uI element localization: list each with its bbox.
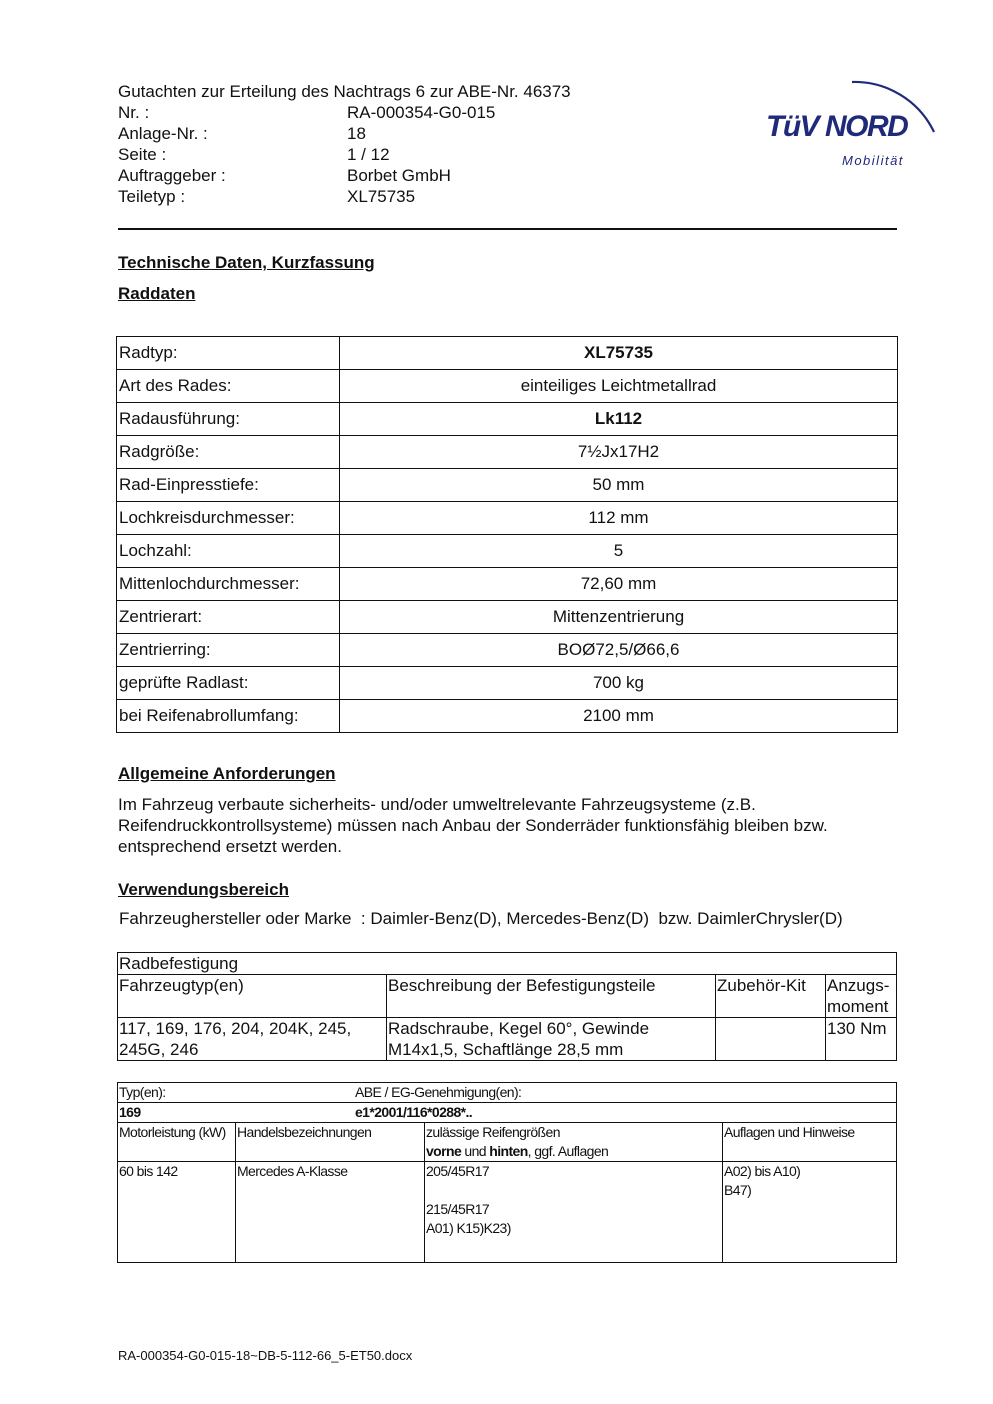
tires-header-and: und <box>461 1143 490 1159</box>
table-row <box>117 370 898 403</box>
types-header-notes: Auflagen und Hinweise <box>723 1123 897 1162</box>
fixing-cell <box>716 1018 826 1061</box>
section-heading-general: Allgemeine Anforderungen <box>118 764 336 783</box>
types-cell-tires <box>425 1162 723 1263</box>
section-heading-technical: Technische Daten, Kurzfassung <box>118 253 375 272</box>
header-value: Borbet GmbH <box>347 166 451 185</box>
wheel-value: 5 <box>340 535 898 568</box>
wheel-data-table <box>116 336 898 733</box>
fixing-header: Zubehör-Kit <box>716 975 826 1018</box>
table-row <box>118 953 897 975</box>
wheel-label: Rad-Einpresstiefe: <box>117 469 340 502</box>
document-title: Gutachten zur Erteilung des Nachtrags 6 zur ABE-Nr. 46373 <box>118 82 571 101</box>
fixing-cell: 117, 169, 176, 204, 204K, 245, 245G, 246 <box>118 1018 387 1061</box>
tire-spacer <box>426 1181 721 1200</box>
fixing-cell: Radschraube, Kegel 60°, Gewinde M14x1,5, Schaftlänge 28,5 mm <box>387 1018 716 1061</box>
wheel-label: Lochzahl: <box>117 535 340 568</box>
types-header-name: Handelsbezeichnungen <box>236 1123 425 1162</box>
header-label: Nr. : <box>118 103 150 122</box>
table-row <box>117 667 898 700</box>
type-value: 169 <box>119 1104 141 1120</box>
header-label: Anlage-Nr. : <box>118 124 208 143</box>
tire-size-2: 215/45R17 <box>426 1201 490 1217</box>
types-cell-name: Mercedes A-Klasse <box>236 1162 425 1263</box>
table-row <box>118 975 897 1018</box>
header-label: Auftraggeber : <box>118 166 226 185</box>
header-label: Seite : <box>118 145 167 164</box>
header-row-appendix <box>118 123 571 144</box>
notes-line-2: B47) <box>724 1182 752 1198</box>
abe-label: ABE / EG-Genehmigung(en): <box>355 1084 522 1100</box>
wheel-label: Art des Rades: <box>117 370 340 403</box>
wheel-label: Zentrierart: <box>117 601 340 634</box>
table-row <box>117 502 898 535</box>
table-row <box>117 535 898 568</box>
type-label: Typ(en): <box>119 1084 166 1100</box>
wheel-value: 50 mm <box>340 469 898 502</box>
table-row <box>118 1083 897 1103</box>
usage-text: Fahrzeughersteller oder Marke : Daimler-Benz(D), Mercedes-Benz(D) bzw. DaimlerChrysler(D) <box>119 909 843 928</box>
table-row <box>117 568 898 601</box>
tires-header-line1: zulässige Reifengrößen <box>426 1124 560 1140</box>
tires-header-front: vorne <box>426 1143 462 1159</box>
header-value: RA-000354-G0-015 <box>347 103 496 122</box>
fixing-header: Beschreibung der Befestigungsteile <box>387 975 716 1018</box>
tires-header-rest: , ggf. Auflagen <box>527 1143 609 1159</box>
header-value: XL75735 <box>347 187 416 206</box>
fixing-header: Fahrzeugtyp(en) <box>118 975 387 1018</box>
wheel-value: Lk112 <box>340 403 898 436</box>
wheel-value: Mittenzentrierung <box>340 601 898 634</box>
types-header-power: Motorleistung (kW) <box>118 1123 236 1162</box>
wheel-label: Radgröße: <box>117 436 340 469</box>
vehicle-types-table <box>117 1082 897 1263</box>
wheel-value: XL75735 <box>340 337 898 370</box>
tire-size-2-notes: A01) K15)K23) <box>426 1220 511 1236</box>
header-label: Teiletyp : <box>118 187 186 206</box>
table-row <box>117 700 898 733</box>
fixing-header: Anzugs-moment <box>826 975 897 1018</box>
table-row <box>117 634 898 667</box>
wheel-value: 72,60 mm <box>340 568 898 601</box>
table-row <box>118 1162 897 1263</box>
table-row <box>117 403 898 436</box>
footer-filename: RA-000354-G0-015-18~DB-5-112-66_5-ET50.docx <box>118 1348 413 1363</box>
table-row <box>117 436 898 469</box>
wheel-label: Lochkreisdurchmesser: <box>117 502 340 535</box>
general-requirements-text: Im Fahrzeug verbaute sicherheits- und/oder umweltrelevante Fahrzeugsysteme (z.B. Reifendruckkontrollsysteme) müssen nach Anbau der Sonderräder funktionsfähig bleiben bzw. entsprechend ersetzt werden. <box>118 795 828 856</box>
types-value-row <box>118 1103 897 1123</box>
table-row <box>118 1103 897 1123</box>
header-row-number <box>118 102 571 123</box>
header-value: 18 <box>347 124 366 143</box>
types-header-tires <box>425 1123 723 1162</box>
wheel-label: Radtyp: <box>117 337 340 370</box>
table-row <box>118 1018 897 1061</box>
header-value: 1 / 12 <box>347 145 390 164</box>
fixing-cell: 130 Nm <box>826 1018 897 1061</box>
fixing-title: Radbefestigung <box>118 953 897 975</box>
wheel-value: 700 kg <box>340 667 898 700</box>
types-cell-notes <box>723 1162 897 1263</box>
header-row-part-type <box>118 186 571 207</box>
document-header <box>118 81 571 207</box>
tire-size-1: 205/45R17 <box>426 1163 490 1179</box>
wheel-value: 112 mm <box>340 502 898 535</box>
logo-brand-text: TüV NORD <box>766 110 908 143</box>
wheel-label: geprüfte Radlast: <box>117 667 340 700</box>
wheel-label: Zentrierring: <box>117 634 340 667</box>
table-row <box>117 337 898 370</box>
types-cell-power: 60 bis 142 <box>118 1162 236 1263</box>
header-divider <box>118 228 897 230</box>
table-row <box>117 601 898 634</box>
section-heading-wheel-data: Raddaten <box>118 284 196 303</box>
wheel-value: 2100 mm <box>340 700 898 733</box>
notes-line-1: A02) bis A10) <box>724 1163 801 1179</box>
header-row-page <box>118 144 571 165</box>
section-heading-usage: Verwendungsbereich <box>118 880 289 899</box>
wheel-label: bei Reifenabrollumfang: <box>117 700 340 733</box>
wheel-value: BOØ72,5/Ø66,6 <box>340 634 898 667</box>
abe-value: e1*2001/116*0288*.. <box>355 1104 473 1120</box>
wheel-label: Radausführung: <box>117 403 340 436</box>
wheel-label: Mittenlochdurchmesser: <box>117 568 340 601</box>
tuv-nord-logo <box>760 58 945 173</box>
wheel-value: 7½Jx17H2 <box>340 436 898 469</box>
header-row-client <box>118 165 571 186</box>
table-row <box>117 469 898 502</box>
wheel-fixing-table <box>117 952 897 1061</box>
table-row <box>118 1123 897 1162</box>
types-label-row <box>118 1083 897 1103</box>
tires-header-rear: hinten <box>489 1143 528 1159</box>
wheel-value: einteiliges Leichtmetallrad <box>340 370 898 403</box>
logo-sub-text: Mobilität <box>842 153 904 168</box>
